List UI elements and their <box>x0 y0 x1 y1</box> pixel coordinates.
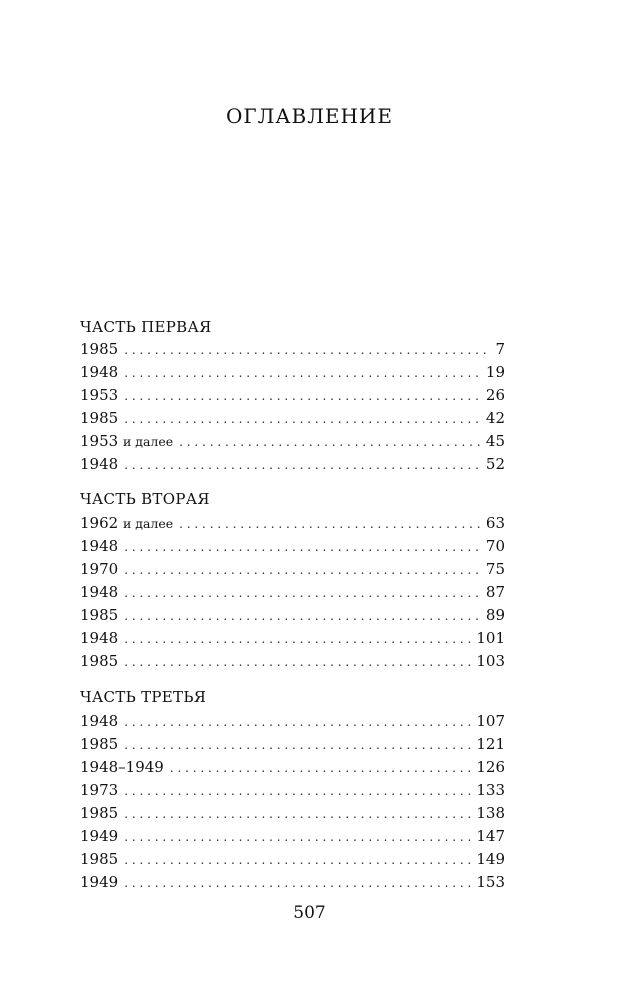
toc-entry[interactable] <box>80 514 505 536</box>
dot-leader <box>124 343 491 357</box>
toc-entry-page: 87 <box>485 583 505 601</box>
toc-entry-page: 19 <box>485 363 505 381</box>
toc-entry-page: 63 <box>485 514 505 532</box>
toc-entry[interactable] <box>80 781 505 803</box>
part-heading-3: ЧАСТЬ ТРЕТЬЯ <box>80 688 207 706</box>
toc-entry-label: 1949 <box>80 873 119 891</box>
dot-leader <box>179 517 482 531</box>
dot-leader <box>124 632 472 646</box>
part-heading-2: ЧАСТЬ ВТОРАЯ <box>80 490 210 508</box>
dot-leader <box>124 563 482 577</box>
toc-entry-label: 1985 <box>80 340 119 358</box>
toc-entry-label: 1948 <box>80 583 119 601</box>
toc-entry[interactable] <box>80 606 505 628</box>
toc-entry-label: 1948 <box>80 363 119 381</box>
toc-entry-page: 121 <box>476 735 505 753</box>
toc-entry-label: 1973 <box>80 781 119 799</box>
toc-entry[interactable] <box>80 712 505 734</box>
dot-leader <box>124 807 472 821</box>
dot-leader <box>124 458 482 472</box>
toc-entry[interactable] <box>80 560 505 582</box>
toc-entry[interactable] <box>80 432 505 454</box>
dot-leader <box>124 540 482 554</box>
toc-entry-label: 1953 и далее <box>80 432 174 450</box>
dot-leader <box>124 738 472 752</box>
toc-entry-label: 1985 <box>80 606 119 624</box>
toc-entry[interactable] <box>80 827 505 849</box>
toc-entry-page: 126 <box>476 758 505 776</box>
dot-leader <box>124 586 482 600</box>
toc-entry-label: 1985 <box>80 850 119 868</box>
toc-entry-page: 89 <box>485 606 505 624</box>
toc-entry-page: 101 <box>476 629 505 647</box>
dot-leader <box>124 715 472 729</box>
toc-entry[interactable] <box>80 652 505 674</box>
dot-leader <box>170 761 473 775</box>
toc-entry-page: 42 <box>485 409 505 427</box>
toc-entry[interactable] <box>80 583 505 605</box>
toc-entry[interactable] <box>80 340 505 362</box>
toc-entry-page: 52 <box>485 455 505 473</box>
dot-leader <box>179 435 482 449</box>
toc-entry-label: 1948 <box>80 629 119 647</box>
toc-entry-label: 1948 <box>80 455 119 473</box>
toc-entry-page: 153 <box>476 873 505 891</box>
toc-entry-label: 1953 <box>80 386 119 404</box>
toc-entry-label: 1962 и далее <box>80 514 174 532</box>
toc-entry[interactable] <box>80 758 505 780</box>
dot-leader <box>124 389 482 403</box>
toc-entry-page: 133 <box>476 781 505 799</box>
toc-entry-page: 103 <box>476 652 505 670</box>
toc-entry-page: 7 <box>495 340 505 358</box>
toc-entry-label: 1985 <box>80 409 119 427</box>
toc-entry-page: 75 <box>485 560 505 578</box>
part-heading-1: ЧАСТЬ ПЕРВАЯ <box>80 318 212 336</box>
dot-leader <box>124 830 472 844</box>
toc-entry[interactable] <box>80 804 505 826</box>
dot-leader <box>124 609 482 623</box>
toc-entry-page: 138 <box>476 804 505 822</box>
dot-leader <box>124 876 472 890</box>
dot-leader <box>124 853 472 867</box>
toc-entry[interactable] <box>80 850 505 872</box>
toc-entry-label: 1949 <box>80 827 119 845</box>
dot-leader <box>124 366 482 380</box>
toc-entry-label: 1970 <box>80 560 119 578</box>
toc-entry-page: 147 <box>476 827 505 845</box>
dot-leader <box>124 412 482 426</box>
page-title: ОГЛАВЛЕНИЕ <box>226 104 393 128</box>
toc-entry-page: 26 <box>485 386 505 404</box>
toc-entry[interactable] <box>80 629 505 651</box>
toc-entry[interactable] <box>80 455 505 477</box>
toc-entry-label: 1985 <box>80 735 119 753</box>
toc-entry-label: 1985 <box>80 652 119 670</box>
toc-entry-label: 1948 <box>80 712 119 730</box>
toc-entry-page: 149 <box>476 850 505 868</box>
toc-entry-label: 1948–1949 <box>80 758 164 776</box>
page-number: 507 <box>293 903 326 923</box>
toc-entry-page: 107 <box>476 712 505 730</box>
toc-entry-label: 1948 <box>80 537 119 555</box>
toc-entry-page: 45 <box>485 432 505 450</box>
toc-entry[interactable] <box>80 363 505 385</box>
toc-entry[interactable] <box>80 537 505 559</box>
toc-entry-label: 1985 <box>80 804 119 822</box>
toc-entry[interactable] <box>80 386 505 408</box>
dot-leader <box>124 655 472 669</box>
toc-entry[interactable] <box>80 873 505 895</box>
dot-leader <box>124 784 472 798</box>
toc-entry-page: 70 <box>485 537 505 555</box>
toc-entry[interactable] <box>80 409 505 431</box>
toc-entry[interactable] <box>80 735 505 757</box>
